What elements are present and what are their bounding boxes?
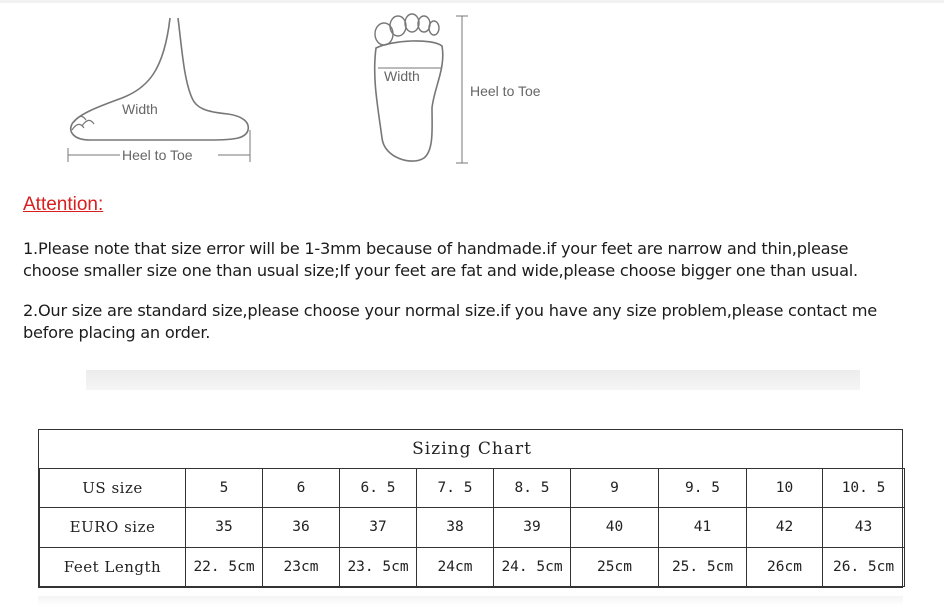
table-cell: 9. 5: [659, 469, 747, 508]
row-label-euro-size: EURO size: [40, 508, 186, 547]
top-divider: [0, 0, 944, 3]
table-cell: 36: [263, 508, 340, 547]
table-cell: 25cm: [571, 547, 659, 586]
foot-side-diagram: [60, 10, 260, 170]
table-cell: 26cm: [747, 547, 823, 586]
sizing-chart-title-row: [40, 430, 905, 469]
sizing-chart-title: Sizing Chart: [40, 430, 905, 469]
note-1-line-2: choose smaller size one than usual size;If your feet are fat and wide,please choose bigger one than usual.: [23, 261, 858, 280]
table-cell: 6. 5: [340, 469, 417, 508]
table-row-feet-length: [40, 547, 905, 586]
note-1-line-1: 1.Please note that size error will be 1-3mm because of handmade.if your feet are narrow and thin,please: [23, 239, 849, 258]
table-cell: 43: [823, 508, 905, 547]
table-cell: 10. 5: [823, 469, 905, 508]
table-cell: 41: [659, 508, 747, 547]
table-cell: 5: [186, 469, 263, 508]
table-row-us-size: [40, 469, 905, 508]
table-cell: 10: [747, 469, 823, 508]
table-cell: 8. 5: [494, 469, 571, 508]
table-cell: 26. 5cm: [823, 547, 905, 586]
table-cell: 39: [494, 508, 571, 547]
table-cell: 22. 5cm: [186, 547, 263, 586]
table-cell: 6: [263, 469, 340, 508]
sizing-chart: [38, 429, 903, 588]
side-width-label: Width: [122, 101, 158, 117]
note-2-line-1: 2.Our size are standard size,please choose your normal size.if you have any size problem,please contact me: [23, 301, 878, 320]
table-row-euro-size: [40, 508, 905, 547]
table-cell: 23cm: [263, 547, 340, 586]
table-cell: 24. 5cm: [494, 547, 571, 586]
table-cell: 7. 5: [417, 469, 494, 508]
note-2-line-2: before placing an order.: [23, 323, 211, 342]
table-cell: 38: [417, 508, 494, 547]
sole-length-label: Heel to Toe: [470, 83, 541, 99]
foot-sole-diagram: [362, 8, 562, 170]
table-cell: 23. 5cm: [340, 547, 417, 586]
table-cell: 42: [747, 508, 823, 547]
table-cell: 9: [571, 469, 659, 508]
note-1: [23, 238, 923, 282]
sole-width-label: Width: [384, 68, 420, 84]
sizing-chart-table: [39, 430, 905, 587]
row-label-us-size: US size: [40, 469, 186, 508]
section-divider-bar: [86, 370, 860, 390]
table-cell: 35: [186, 508, 263, 547]
bottom-fade: [38, 596, 903, 606]
side-length-label: Heel to Toe: [122, 147, 193, 163]
table-cell: 24cm: [417, 547, 494, 586]
attention-heading: Attention:: [23, 194, 104, 215]
note-2: [23, 300, 923, 344]
table-cell: 40: [571, 508, 659, 547]
row-label-feet-length: Feet Length: [40, 547, 186, 586]
table-cell: 25. 5cm: [659, 547, 747, 586]
table-cell: 37: [340, 508, 417, 547]
